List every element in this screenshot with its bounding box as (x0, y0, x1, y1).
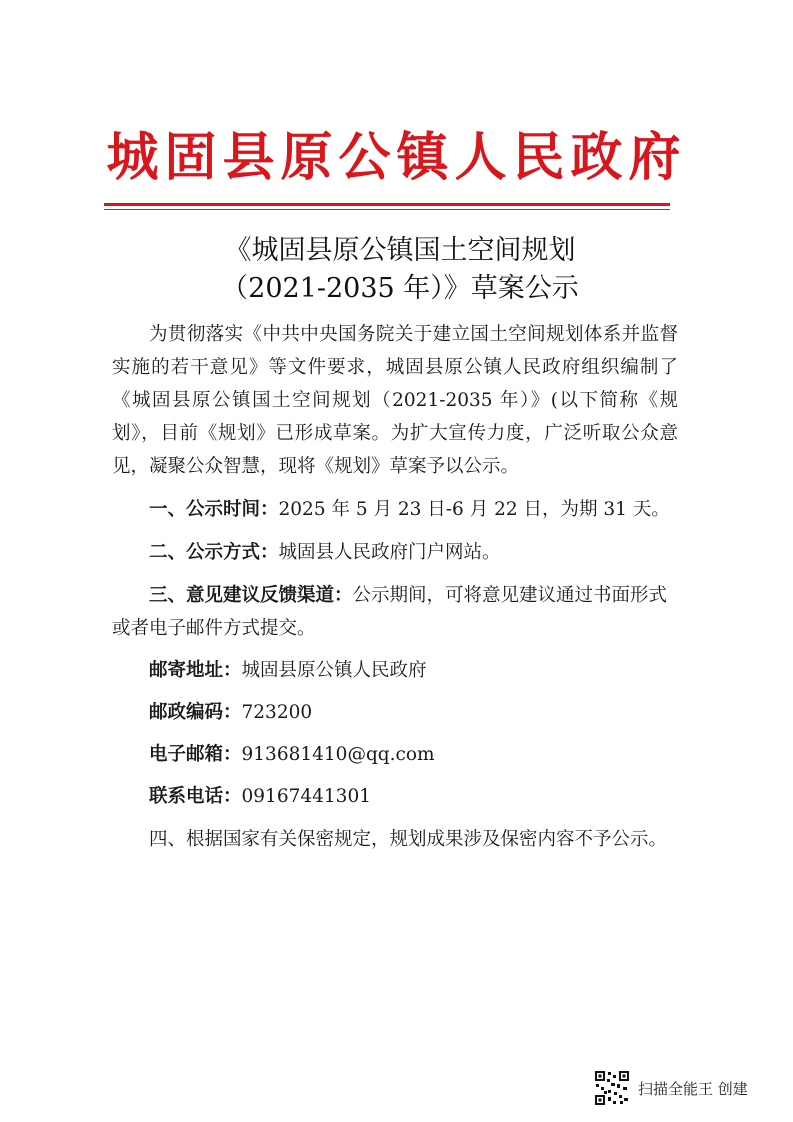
item-publicity-method (112, 536, 678, 569)
field-value: 城固县原公镇人民政府 (241, 660, 427, 681)
field-label: 邮政编码： (149, 702, 242, 723)
field-mail-address (112, 654, 678, 687)
item-feedback-channel (112, 579, 678, 645)
red-rule-thick (104, 203, 670, 206)
scanner-app-text: 扫描全能王 创建 (638, 1079, 748, 1098)
document-body (112, 318, 678, 856)
item-publicity-time (112, 493, 678, 526)
field-label: 电子邮箱： (149, 744, 242, 765)
field-value: 913681410@qq.com (241, 744, 435, 765)
qr-code-icon (594, 1070, 630, 1106)
document-title (100, 232, 700, 308)
title-line-1: 《城固县原公镇国土空间规划 (224, 235, 576, 266)
red-rule-thin (104, 209, 670, 210)
intro-paragraph: 为贯彻落实《中共中央国务院关于建立国土空间规划体系并监督实施的若干意见》等文件要求，城固县原公镇人民政府组织编制了《城固县原公镇国土空间规划（2021-2035 年）》(以下简称《规划》，目前《规划》已形成草案。为扩大宣传力度，广泛听取公众意见，凝聚公众智慧，现将《规划》草案予以公示。 (112, 324, 678, 477)
field-email (112, 738, 678, 771)
scanner-watermark (594, 1070, 748, 1106)
field-value: 723200 (241, 702, 313, 723)
field-phone (112, 780, 678, 813)
item-text: 2025 年 5 月 23 日-6 月 22 日，为期 31 天。 (278, 499, 670, 520)
item-label: 一、公示时间： (149, 499, 279, 520)
item-text: 城固县人民政府门户网站。 (278, 542, 501, 563)
field-label: 联系电话： (149, 786, 242, 807)
field-label: 邮寄地址： (149, 660, 242, 681)
item-secrecy-note (112, 823, 678, 856)
item-text: 四、根据国家有关保密规定，规划成果涉及保密内容不予公示。 (149, 829, 668, 850)
org-masthead: 城固县原公镇人民政府 (106, 127, 687, 188)
title-line-2: （2021-2035 年）》草案公示 (221, 273, 579, 304)
item-label: 二、公示方式： (149, 542, 279, 563)
item-text: 公示期间，可将意见建议通过书面形式或者电子邮件方式提交。 (112, 585, 668, 639)
field-value: 09167441301 (241, 786, 371, 807)
field-postcode (112, 696, 678, 729)
item-label: 三、意见建议反馈渠道： (149, 585, 353, 606)
